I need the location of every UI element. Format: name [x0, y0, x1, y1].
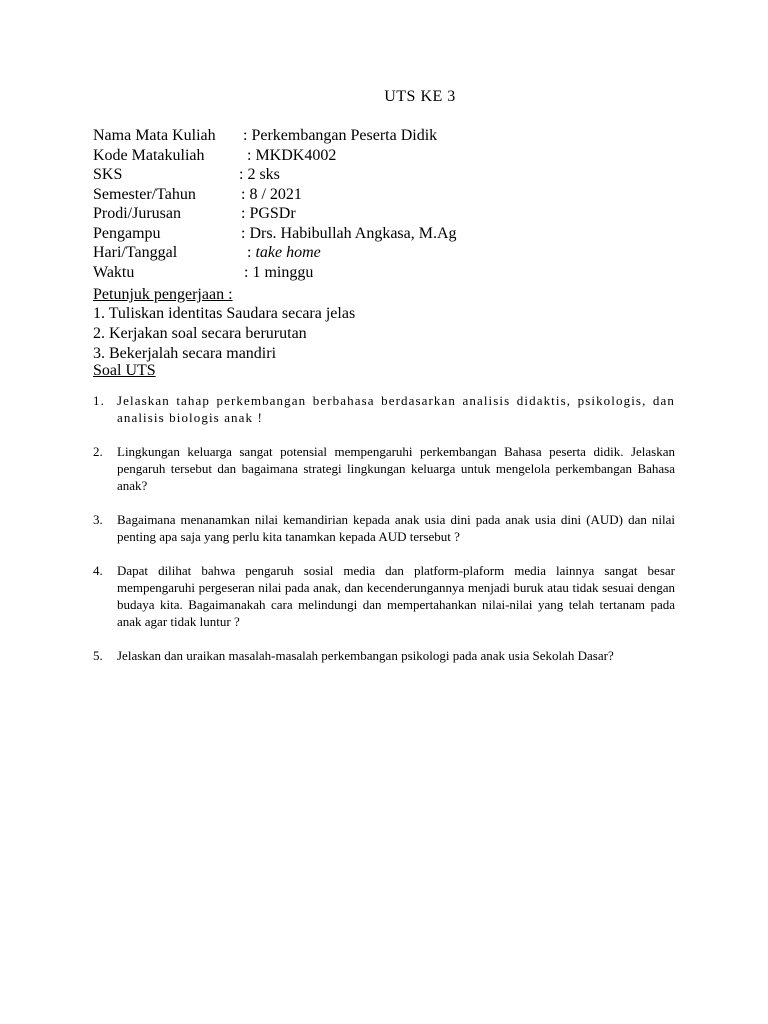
instruction-step: 2. Kerjakan soal secara berurutan — [93, 325, 307, 342]
info-label: SKS — [93, 166, 123, 183]
question-text: Bagaimana menanamkan nilai kemandirian kepada anak usia dini pada anak usia dini (AUD) dan nilai penting apa saja yang perlu kita tanamkan kepada AUD tersebut ? — [117, 512, 675, 544]
question-text: Jelaskan dan uraikan masalah-masalah perkembangan psikologi pada anak usia Sekolah Dasar? — [117, 648, 614, 663]
question-number: 5. — [93, 648, 103, 663]
info-value: : 1 minggu — [244, 263, 314, 281]
question-item — [93, 647, 675, 664]
info-label: Pengampu — [93, 224, 161, 242]
question-text: Dapat dilihat bahwa pengaruh sosial media dan platform-plaform media lainnya sangat besar mempengaruhi pergeseran nilai pada anak, dan kecenderungannya menjadi buruk atau tidak sesuai dengan budaya kita. Bagaimanakah cara melindungi dan mempertahankan nilai-nilai yang telah tertanam pada anak agar tidak luntur ? — [117, 563, 675, 629]
info-value: : Perkembangan Peserta Didik — [243, 127, 438, 144]
info-value: : PGSDr — [241, 205, 296, 222]
question-item — [93, 511, 675, 545]
info-value-italic: take home — [255, 244, 321, 261]
question-number: 4. — [93, 563, 103, 578]
info-label: Nama Mata Kuliah — [93, 127, 216, 144]
question-item — [93, 443, 675, 494]
info-label: Semester/Tahun — [93, 185, 196, 203]
instruction-step: 3. Bekerjalah secara mandiri — [93, 345, 277, 362]
question-item — [93, 392, 675, 426]
instruction-step: 1. Tuliskan identitas Saudara secara jelas — [93, 305, 356, 322]
info-value: : 2 sks — [239, 166, 280, 183]
question-text: Lingkungan keluarga sangat potensial mempengaruhi perkembangan Bahasa peserta didik. Jelaskan pengaruh tersebut dan bagaimana strategi lingkungan keluarga untuk mengelola perkembangan Bahasa anak? — [117, 444, 675, 493]
questions-heading: Soal UTS — [93, 362, 156, 379]
question-number: 2. — [93, 444, 103, 459]
info-label: Waktu — [93, 263, 135, 281]
page-title: UTS KE 3 — [384, 88, 456, 105]
question-number: 1. — [93, 393, 105, 408]
instructions-heading: Petunjuk pengerjaan : — [93, 286, 233, 303]
info-label: Prodi/Jurusan — [93, 205, 181, 222]
info-value-prefix: : — [247, 244, 256, 261]
info-value: : 8 / 2021 — [241, 185, 302, 203]
instructions — [93, 285, 355, 364]
question-text: Jelaskan tahap perkembangan berbahasa berdasarkan analisis didaktis, psikologis, dan analisis biologis anak ! — [117, 393, 675, 425]
info-value: : Drs. Habibullah Angkasa, M.Ag — [241, 224, 457, 242]
info-value: : MKDK4002 — [247, 146, 337, 164]
info-label: Hari/Tanggal — [93, 244, 178, 261]
question-number: 3. — [93, 512, 103, 527]
question-list — [93, 392, 675, 681]
question-item — [93, 562, 675, 630]
info-label: Kode Matakuliah — [93, 146, 205, 164]
info-value — [247, 243, 321, 263]
